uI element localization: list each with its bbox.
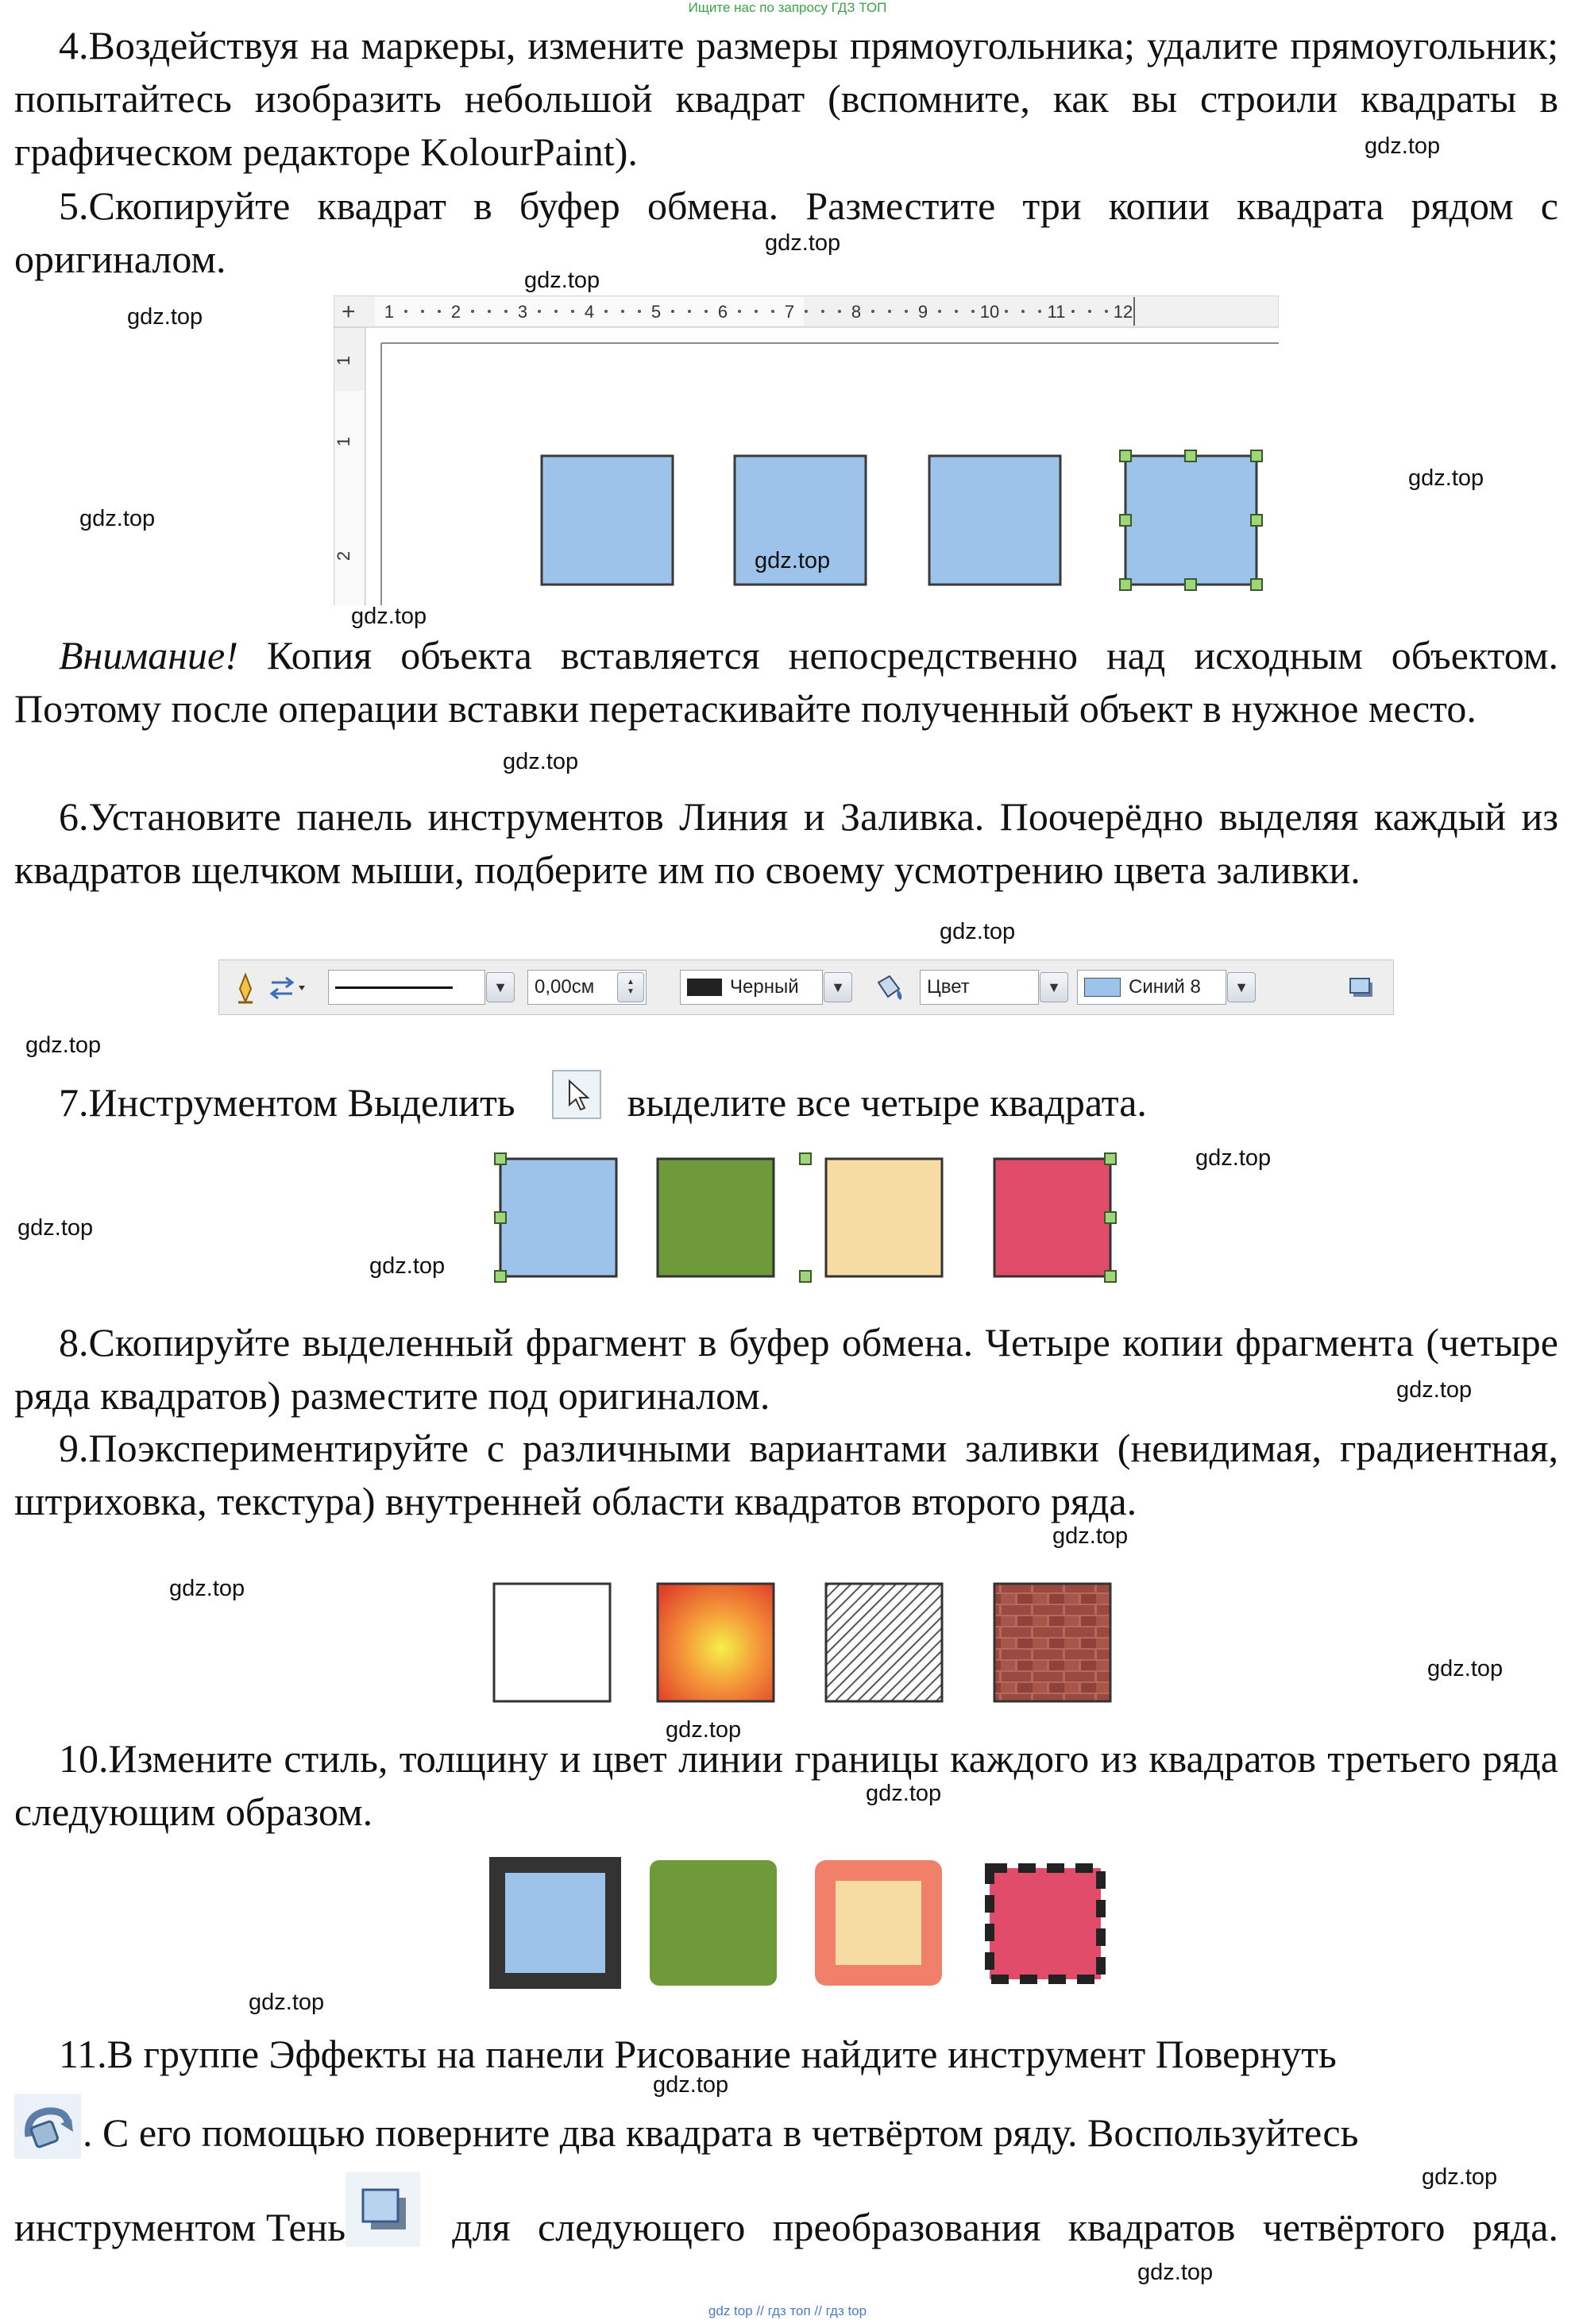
paragraph-11-text-d: для следующего преобразования квадратов четвёртого ряда. — [452, 2204, 1558, 2249]
square-dashed-border[interactable] — [990, 1868, 1101, 1979]
color-swatch-blue — [1084, 978, 1121, 997]
paragraph-11 — [14, 2028, 1558, 2081]
square-green[interactable] — [658, 1159, 774, 1276]
attention-label: Внимание! — [59, 633, 238, 678]
fill-type-select[interactable] — [920, 970, 1039, 1005]
ruler-tick-label: 4 — [584, 302, 595, 322]
watermark: gdz.top — [503, 749, 579, 774]
rotate-tool-icon[interactable] — [14, 2094, 81, 2163]
paragraph-8-text: 8.Скопируйте выделенный фрагмент в буфер обмена. Четыре копии фрагмента (четыре ряда квадратов) разместите под оригиналом. — [14, 1320, 1558, 1418]
watermark: gdz.top — [169, 1576, 245, 1601]
watermark: gdz.top — [1195, 1145, 1272, 1171]
ruler-tick-label: 5 — [650, 302, 662, 322]
square-pink[interactable] — [994, 1159, 1110, 1276]
ruler-tick-label: 3 — [517, 302, 528, 322]
ruler-vertical-tick-label: 1 — [334, 436, 353, 447]
square-hatch-fill[interactable] — [826, 1584, 942, 1701]
fill-type-value: Цвет — [927, 976, 970, 998]
ruler-tick-label: 7 — [784, 302, 795, 322]
square-blue[interactable] — [500, 1159, 616, 1276]
ruler-tick-label: 10 — [979, 302, 1000, 322]
watermark: gdz.top — [755, 548, 831, 573]
fill-bucket-icon[interactable] — [870, 971, 905, 1003]
fill-color-select[interactable] — [1077, 970, 1226, 1005]
watermark: gdz.top — [1427, 1656, 1504, 1681]
ruler-vertical-tick-label: 1 — [334, 355, 353, 366]
square-gradient-fill[interactable] — [658, 1584, 774, 1701]
watermark: gdz.top — [1422, 2164, 1498, 2190]
figure-four-selected-squares — [492, 1148, 1128, 1291]
watermark: gdz.top — [249, 1990, 325, 2015]
watermark: gdz.top — [1052, 1523, 1129, 1549]
shadow-icon[interactable] — [1347, 975, 1376, 1000]
ruler-tick-label: 9 — [917, 302, 928, 322]
paragraph-9 — [14, 1422, 1558, 1528]
paragraph-7-text-after: выделите все четыре квадрата. — [627, 1080, 1147, 1125]
square-3[interactable] — [929, 456, 1060, 585]
ruler-tick-label: 6 — [717, 302, 728, 322]
watermark: gdz.top — [1365, 133, 1441, 159]
line-style-select[interactable] — [328, 970, 485, 1005]
square-no-fill[interactable] — [494, 1584, 610, 1701]
paragraph-11-text-a: 11.В группе Эффекты на панели Рисование найдите инструмент Повернуть — [59, 2032, 1337, 2076]
square-4-selected[interactable] — [1125, 456, 1257, 585]
paragraph-4 — [14, 19, 1558, 179]
watermark: gdz.top — [765, 230, 841, 256]
line-fill-toolbar — [218, 959, 1394, 1015]
line-width-value: 0,00см — [535, 976, 595, 998]
paragraph-10 — [14, 1732, 1558, 1839]
attention-paragraph — [14, 629, 1558, 735]
paragraph-11b — [83, 2106, 1558, 2160]
paragraph-6 — [14, 790, 1558, 897]
watermark: gdz.top — [866, 1781, 942, 1806]
paragraph-11-text-c: инструментом Тень — [14, 2204, 346, 2249]
paragraph-11-text-b: . С его помощью поверните два квадрата в четвёртом ряду. Воспользуйтесь — [83, 2110, 1359, 2155]
paragraph-8 — [14, 1316, 1558, 1423]
shadow-tool-icon[interactable] — [345, 2172, 420, 2247]
chevron-down-icon[interactable]: ▼ — [486, 972, 515, 1002]
watermark: gdz.top — [666, 1717, 742, 1743]
line-color-value: Черный — [730, 976, 799, 998]
chevron-down-icon[interactable]: ▼ — [1227, 972, 1256, 1002]
ruler-tick-label: 8 — [851, 302, 862, 322]
watermark: gdz.top — [524, 268, 600, 293]
paragraph-4-text: 4.Воздействуя на маркеры, измените размеры прямоугольника; удалите прямоугольник; попытайтесь изобразить небольшой квадрат (вспомните, как вы строили квадраты в графическом редакторе KolourPaint). — [14, 23, 1558, 174]
arrow-style-icon[interactable] — [268, 975, 307, 1002]
paragraph-7 — [14, 1076, 1558, 1132]
chevron-down-icon[interactable]: ▼ — [824, 972, 852, 1002]
select-tool-icon[interactable] — [552, 1070, 601, 1119]
square-texture-fill[interactable] — [994, 1584, 1110, 1701]
chevron-down-icon[interactable]: ▼ — [1040, 972, 1068, 1002]
watermark: gdz.top — [653, 2072, 729, 2098]
watermark: gdz.top — [351, 604, 427, 629]
line-color-select[interactable] — [680, 970, 823, 1005]
watermark: gdz.top — [17, 1215, 94, 1241]
watermark: gdz.top — [369, 1253, 446, 1279]
watermark: gdz.top — [79, 506, 156, 531]
ruler-tick-label: 11 — [1047, 302, 1066, 322]
square-cream[interactable] — [826, 1159, 942, 1276]
ruler-tick-label: 12 — [1113, 302, 1133, 322]
figure-fill-variants — [492, 1582, 1112, 1708]
fill-color-value: Синий 8 — [1129, 976, 1201, 998]
watermark: gdz.top — [1396, 1377, 1473, 1403]
watermark: gdz.top — [1408, 465, 1484, 491]
paragraph-10-text: 10.Измените стиль, толщину и цвет линии границы каждого из квадратов третьего ряда следующим образом. — [14, 1736, 1558, 1834]
paragraph-6-text: 6.Установите панель инструментов Линия и Заливка. Поочерёдно выделяя каждый из квадратов щелчком мыши, подберите им по своему усмотрению цвета заливки. — [14, 794, 1558, 892]
bottom-note: gdz top // гдз топ // гдз top — [708, 2303, 867, 2318]
top-note: Ищите нас по запросу ГДЗ ТОП — [688, 0, 887, 15]
ruler-corner-icon: + — [342, 299, 356, 325]
figure-line-styles — [486, 1854, 1121, 1997]
square-thick-border[interactable] — [497, 1865, 613, 1981]
attention-text: Копия объекта вставляется непосредственно над исходным объектом. Поэтому после операции вставки перетаскивайте полученный объект в нужное место. — [14, 633, 1558, 731]
paragraph-7-text-before: 7.Инструментом Выделить — [59, 1080, 515, 1125]
ruler-tick-label: 2 — [450, 302, 461, 322]
line-style-icon[interactable] — [234, 971, 257, 1005]
watermark: gdz.top — [127, 304, 203, 330]
square-1[interactable] — [542, 456, 673, 585]
watermark: gdz.top — [940, 919, 1016, 944]
stepper-icon[interactable]: ▲ ▼ — [617, 972, 644, 1002]
ruler-tick-label: 1 — [384, 302, 395, 322]
color-swatch-black — [687, 979, 722, 996]
paragraph-5-text: 5.Скопируйте квадрат в буфер обмена. Разместите три копии квадрата рядом с оригиналом. — [14, 183, 1558, 281]
watermark: gdz.top — [25, 1033, 102, 1058]
paragraph-9-text: 9.Поэкспериментируйте с различными вариантами заливки (невидимая, градиентная, штриховка, текстура) внутренней области квадратов второго ряда. — [14, 1426, 1558, 1523]
ruler-vertical-tick-label: 2 — [334, 550, 353, 562]
square-no-border[interactable] — [650, 1860, 777, 1986]
paragraph-11c — [14, 2190, 1558, 2264]
watermark: gdz.top — [1137, 2260, 1214, 2285]
